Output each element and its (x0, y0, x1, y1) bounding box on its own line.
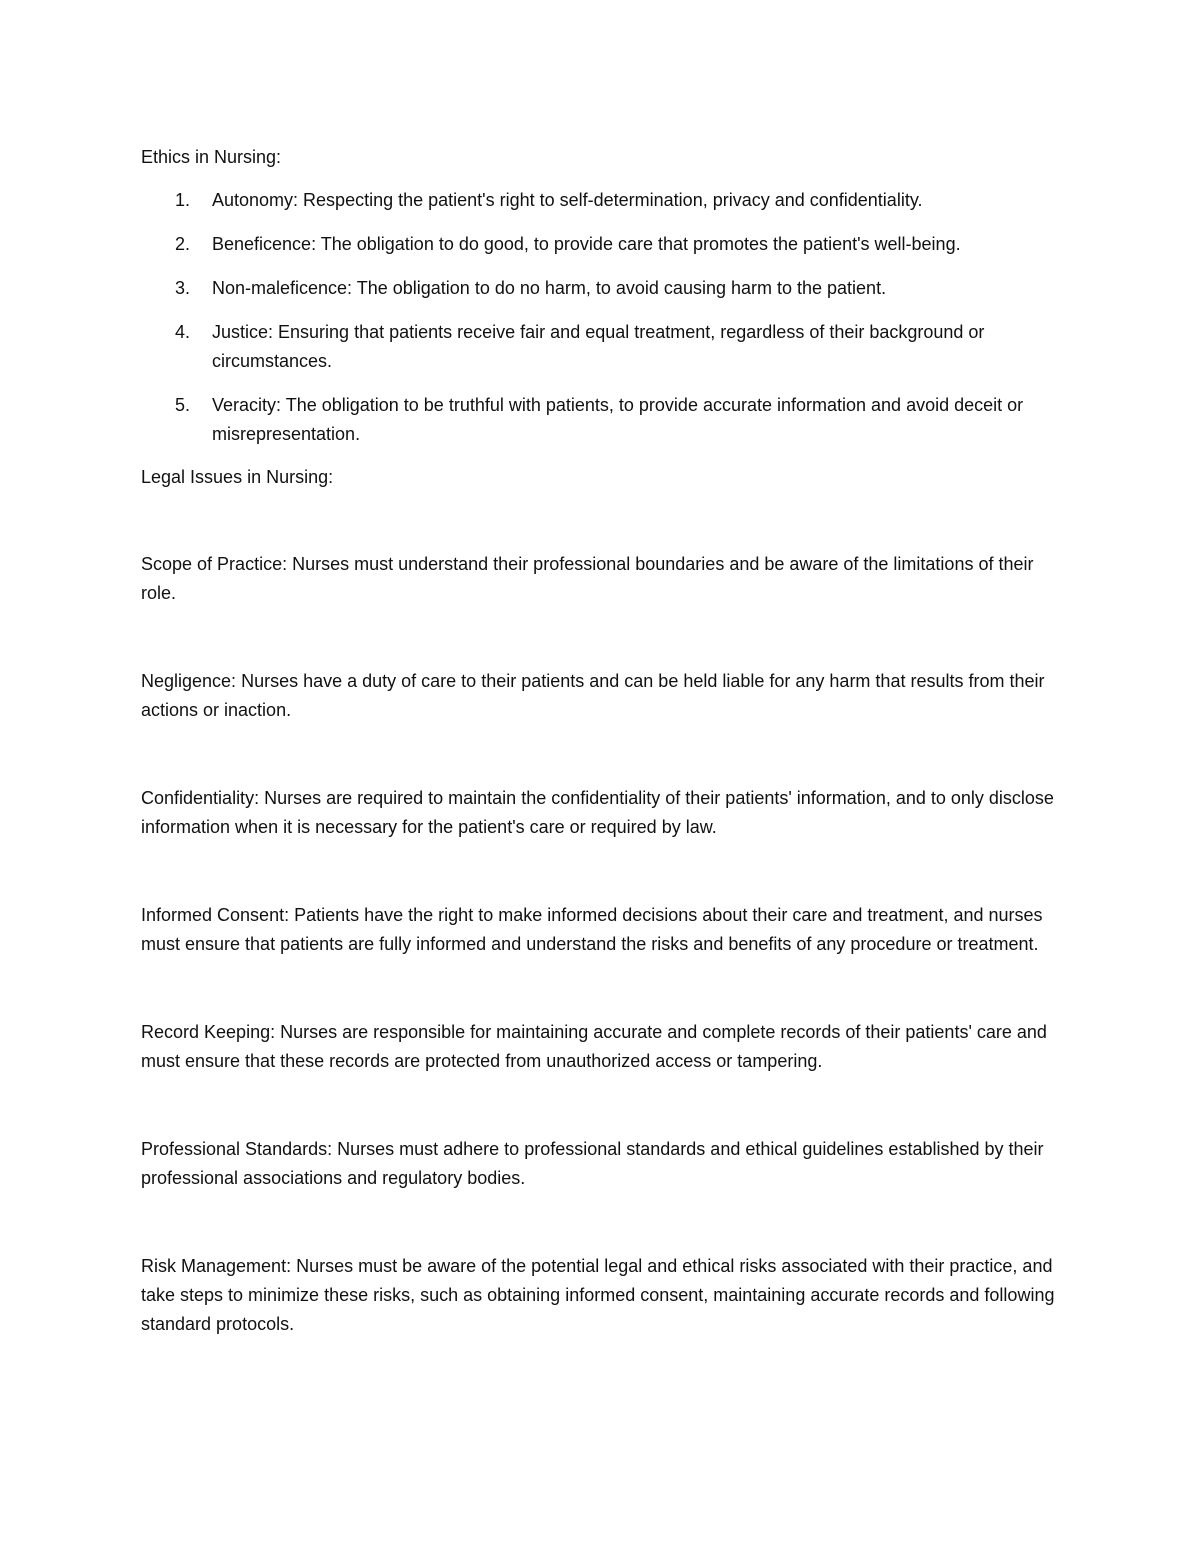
legal-item-scope-of-practice: Scope of Practice: Nurses must understand their professional boundaries and be aware of the limitations of their role. (141, 554, 1034, 603)
list-item-text: Non-maleficence: The obligation to do no harm, to avoid causing harm to the patient. (212, 278, 887, 298)
ethics-item-autonomy (141, 186, 1066, 215)
legal-item-informed-consent: Informed Consent: Patients have the right to make informed decisions about their care and treatment, and nurses must ensure that patients are fully informed and understand the risks and benefits of any procedure or treatment. (141, 905, 1043, 954)
list-item-text: Veracity: The obligation to be truthful with patients, to provide accurate information and avoid deceit or misrepresentation. (212, 395, 1024, 444)
list-item-text: Beneficence: The obligation to do good, to provide care that promotes the patient's well-being. (212, 234, 961, 254)
legal-heading: Legal Issues in Nursing: (141, 467, 334, 487)
ethics-item-beneficence (141, 230, 1066, 259)
document-body (141, 143, 1066, 1339)
ethics-item-justice (141, 318, 1066, 376)
ethics-item-non-maleficence (141, 274, 1066, 303)
list-number: 1. (175, 190, 191, 210)
list-number: 3. (175, 278, 191, 298)
legal-item-confidentiality: Confidentiality: Nurses are required to maintain the confidentiality of their patients' information, and to only disclose information when it is necessary for the patient's care or required by law. (141, 788, 1054, 837)
ethics-item-veracity (141, 391, 1066, 449)
legal-item-negligence: Negligence: Nurses have a duty of care to their patients and can be held liable for any harm that results from their actions or inaction. (141, 671, 1045, 720)
legal-item-risk-management: Risk Management: Nurses must be aware of the potential legal and ethical risks associated with their practice, and take steps to minimize these risks, such as obtaining informed consent, maintaining accurate records and following standard protocols. (141, 1256, 1055, 1334)
list-number: 4. (175, 322, 191, 342)
list-number: 2. (175, 234, 191, 254)
legal-item-record-keeping: Record Keeping: Nurses are responsible for maintaining accurate and complete records of their patients' care and must ensure that these records are protected from unauthorized access or tampering. (141, 1022, 1047, 1071)
legal-item-professional-standards: Professional Standards: Nurses must adhere to professional standards and ethical guidelines established by their professional associations and regulatory bodies. (141, 1139, 1044, 1188)
ethics-list (141, 186, 1066, 449)
list-item-text: Autonomy: Respecting the patient's right to self-determination, privacy and confidentiality. (212, 190, 923, 210)
list-number: 5. (175, 395, 191, 415)
list-item-text: Justice: Ensuring that patients receive fair and equal treatment, regardless of their background or circumstances. (212, 322, 985, 371)
ethics-heading: Ethics in Nursing: (141, 147, 282, 167)
